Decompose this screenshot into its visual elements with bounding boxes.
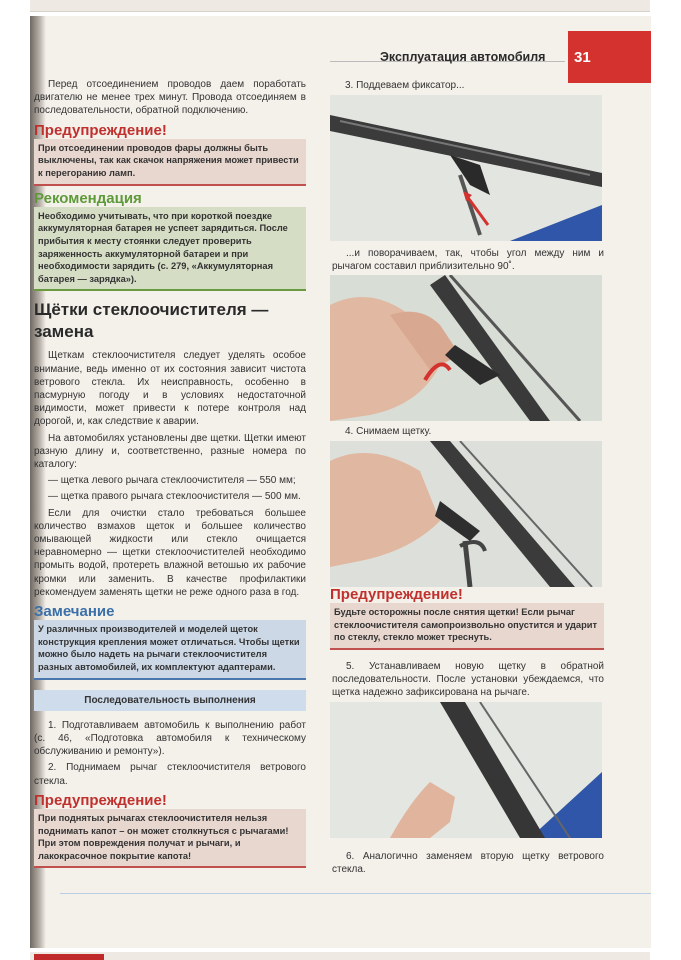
paragraph-2: На автомобилях установлены две щетки. Щетки имеют разную длину и, соответственно, разные номера по каталогу: xyxy=(34,432,306,470)
book-page xyxy=(30,16,651,948)
page-number-tab: 31 xyxy=(568,31,651,83)
warning-3-title: Предупреждение! xyxy=(330,586,463,603)
warning-3-block xyxy=(330,582,604,650)
recommendation-title: Рекомендация xyxy=(34,189,142,207)
section-title: Эксплуатация автомобиля xyxy=(380,50,546,64)
warning-1-title: Предупреждение! xyxy=(34,121,167,139)
paragraph-3: Если для очистки стало требоваться большее количество взмахов щеток и большее количество омывающей жидкости или стекло очищается неравномерно — щетки стеклоочистителей необходимо промыть водой, протереть влажной ветошью их рабочие кромки или заменить. В качестве профилактики рекомендуем заменять щетки не реже одного раза в год. xyxy=(34,507,306,598)
step-3b-caption: ...и поворачиваем, так, чтобы угол между ним и рычагом составил приблизительно 90˚. xyxy=(332,248,604,272)
article-title: Щётки стеклоочистителя — замена xyxy=(34,300,269,342)
sequence-heading: Последовательность выполнения xyxy=(34,690,306,711)
paragraph-1: Щеткам стеклоочистителя следует уделять особое внимание, ведь именно от их состояния зависит чистота ветрового стекла. Их неисправность, особенно в пасмурную погоду и в условиях недостаточной видимости, может привести к потере контроля над дорогой, и, как следствие к аварии. xyxy=(34,350,306,428)
note-title: Замечание xyxy=(34,603,115,621)
warning-2-title: Предупреждение! xyxy=(34,791,167,809)
left-column xyxy=(34,78,306,868)
step-3-caption: 3. Поддеваем фиксатор... xyxy=(345,80,465,91)
previous-page-edge xyxy=(30,0,650,12)
list-item-right-brush: — щетка правого рычага стеклоочистителя — 500 мм. xyxy=(48,491,301,503)
photo-install-brush xyxy=(330,702,602,838)
photo-remove-brush xyxy=(330,441,602,587)
photo-lift-latch xyxy=(330,95,602,241)
step-6-caption: 6. Аналогично заменяем вторую щетку ветрового стекла. xyxy=(332,851,604,875)
intro-paragraph: Перед отсоединением проводов даем поработать двигателю не менее трех минут. Провода отсоединяем в последовательности, обратной подключению. xyxy=(34,79,306,117)
note-box: У различных производителей и моделей щеток конструкция крепления может отличаться. Чтобы щетки можно было надеть на рычаги стеклоочистителя разных автомобилей, их комплектуют адаптерами. xyxy=(34,620,306,679)
step-5-caption: 5. Устанавливаем новую щетку в обратной последовательности. После установки убеждаемся, что щетка надежно зафиксирована на рычаге. xyxy=(332,661,604,698)
footer-rule xyxy=(60,893,651,894)
recommendation-box: Необходимо учитывать, что при короткой поездке аккумуляторная батарея не успеет зарядиться. После прибытия к месту стоянки следует проверить заряженность аккумуляторной батареи и при необходимости зарядить (с. 279, «Аккумуляторная батарея — зарядка»). xyxy=(34,207,306,292)
warning-3-box: Будьте осторожны после снятия щетки! Если рычаг стеклоочистителя самопроизвольно опустится и ударит по стеклу, стекло может треснуть. xyxy=(330,603,604,650)
photo-rotate-latch xyxy=(330,275,602,421)
list-item-left-brush: — щетка левого рычага стеклоочистителя — 550 мм; xyxy=(48,475,296,487)
next-page-edge xyxy=(30,952,650,960)
step-1: 1. Подготавливаем автомобиль к выполнению работ (с. 46, «Подготовка автомобиля к техническому обслуживанию и ремонту»). xyxy=(34,719,306,758)
step-2: 2. Поднимаем рычаг стеклоочистителя ветрового стекла. xyxy=(34,762,306,787)
warning-2-box: При поднятых рычагах стеклоочистителя нельзя поднимать капот – он может столкнуться с рычагами! При этом повреждения получат и рычаги, и лакокрасочное покрытие капота! xyxy=(34,809,306,868)
next-page-tab xyxy=(34,954,104,960)
warning-1-box: При отсоединении проводов фары должны быть выключены, так как скачок напряжения может привести к перегоранию ламп. xyxy=(34,139,306,186)
step-4-caption: 4. Снимаем щетку. xyxy=(345,426,432,437)
